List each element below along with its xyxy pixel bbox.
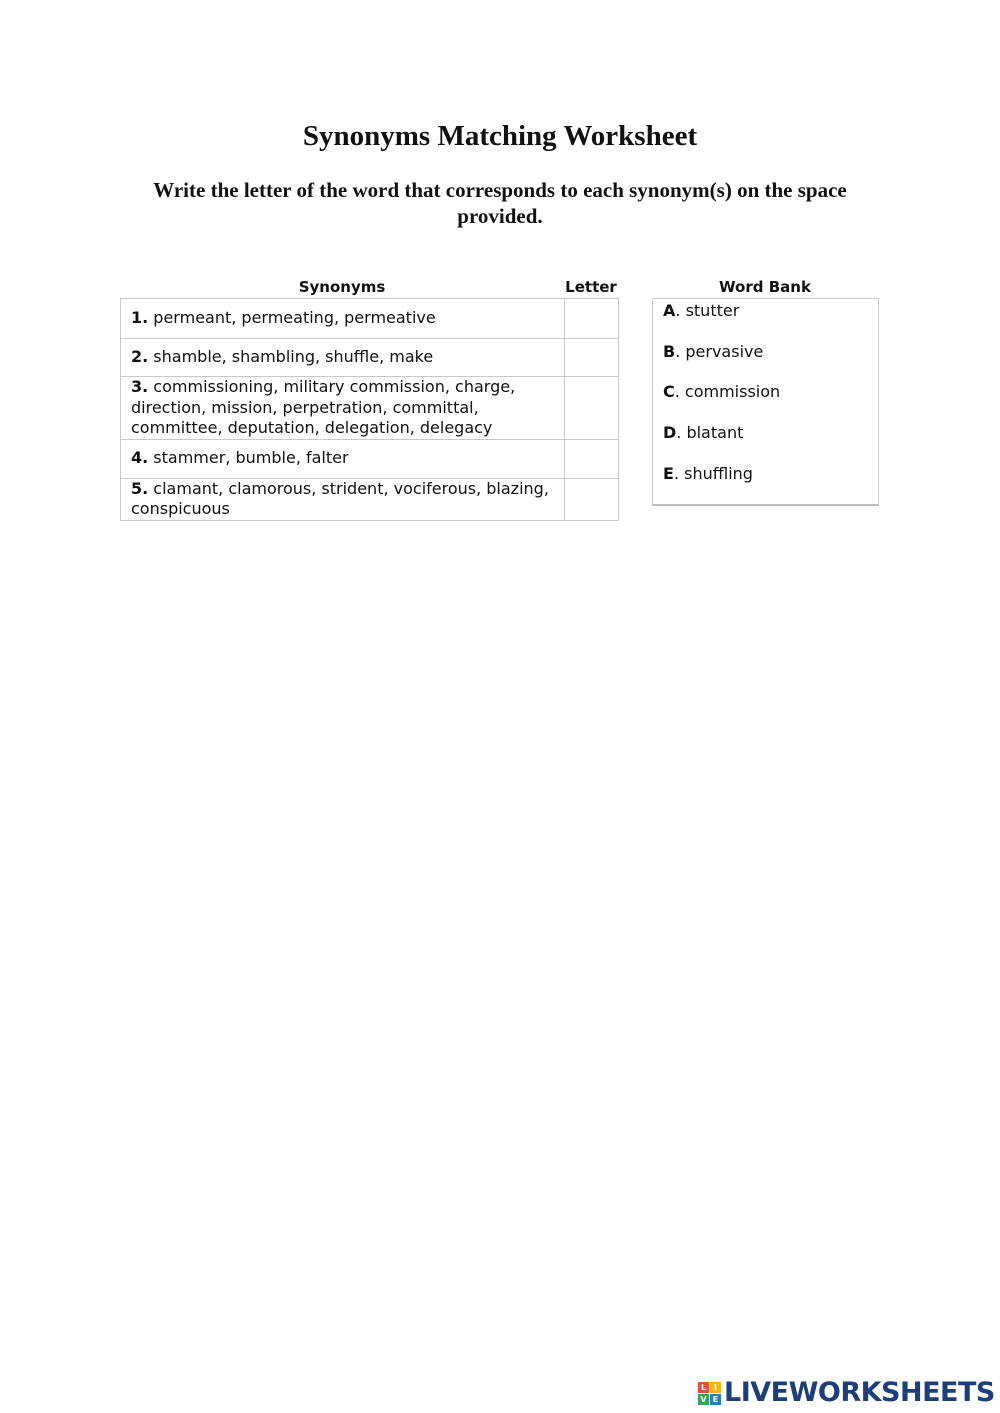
word-bank-item: [663, 301, 739, 321]
word-bank-word: . blatant: [676, 423, 744, 442]
synonyms-table: [120, 298, 619, 521]
logo-block: I: [710, 1382, 721, 1393]
letter-column-header: Letter: [565, 278, 617, 296]
synonyms-column-header: Synonyms: [298, 278, 386, 296]
word-bank-item: [663, 423, 743, 443]
row-number: 5.: [131, 478, 149, 498]
word-bank-item: [663, 464, 753, 484]
row-number: 1.: [131, 308, 149, 328]
table-row: [121, 339, 619, 377]
synonym-cell: [121, 377, 565, 440]
logo-block: E: [710, 1394, 721, 1405]
synonym-text: shamble, shambling, shuffle, make: [148, 347, 434, 367]
word-bank-item: [663, 382, 780, 402]
row-number: 2.: [131, 347, 149, 367]
worksheet-title: Synonyms Matching Worksheet: [302, 120, 698, 152]
table-row: [121, 377, 619, 440]
synonym-cell: [121, 339, 565, 377]
logo-block: L: [698, 1382, 709, 1393]
word-bank-item: [663, 342, 763, 362]
letter-answer-box[interactable]: [565, 377, 619, 440]
word-bank-letter: A: [663, 301, 676, 320]
word-bank-word: . pervasive: [675, 342, 764, 361]
table-row: [121, 478, 619, 520]
word-bank-word: . commission: [674, 382, 781, 401]
letter-answer-box[interactable]: [565, 439, 619, 478]
logo-block: V: [698, 1394, 709, 1405]
letter-answer-box[interactable]: [565, 478, 619, 520]
synonym-cell: [121, 299, 565, 339]
row-number: 3.: [131, 377, 149, 396]
logo-text: LIVEWORKSHEETS: [724, 1377, 995, 1408]
word-bank-word: . shuffling: [673, 464, 753, 483]
table-row: [121, 439, 619, 478]
synonym-cell: [121, 478, 565, 520]
word-bank-word: . stutter: [675, 301, 740, 320]
table-row: [121, 299, 619, 339]
word-bank-letter: E: [663, 464, 674, 483]
word-bank-box: [652, 298, 879, 506]
synonym-text: commissioning, military commission, charge, direction, mission, perpetration, committal, committee, deputation, delegation, delegacy: [131, 377, 516, 437]
word-bank-header: Word Bank: [719, 278, 811, 296]
synonym-cell: [121, 439, 565, 478]
row-number: 4.: [131, 447, 149, 467]
synonym-text: clamant, clamorous, strident, vociferous, blazing, conspicuous: [131, 478, 549, 518]
word-bank-letter: D: [663, 423, 677, 442]
liveworksheets-logo: [698, 1377, 995, 1409]
word-bank-letter: C: [663, 382, 675, 401]
letter-answer-box[interactable]: [565, 339, 619, 377]
instructions-text: Write the letter of the word that corresponds to each synonym(s) on the space provided.: [153, 178, 847, 228]
letter-answer-box[interactable]: [565, 299, 619, 339]
logo-blocks-icon: [698, 1382, 721, 1405]
synonym-text: permeant, permeating, permeative: [148, 308, 436, 328]
synonym-text: stammer, bumble, falter: [148, 447, 349, 467]
word-bank-letter: B: [663, 342, 676, 361]
